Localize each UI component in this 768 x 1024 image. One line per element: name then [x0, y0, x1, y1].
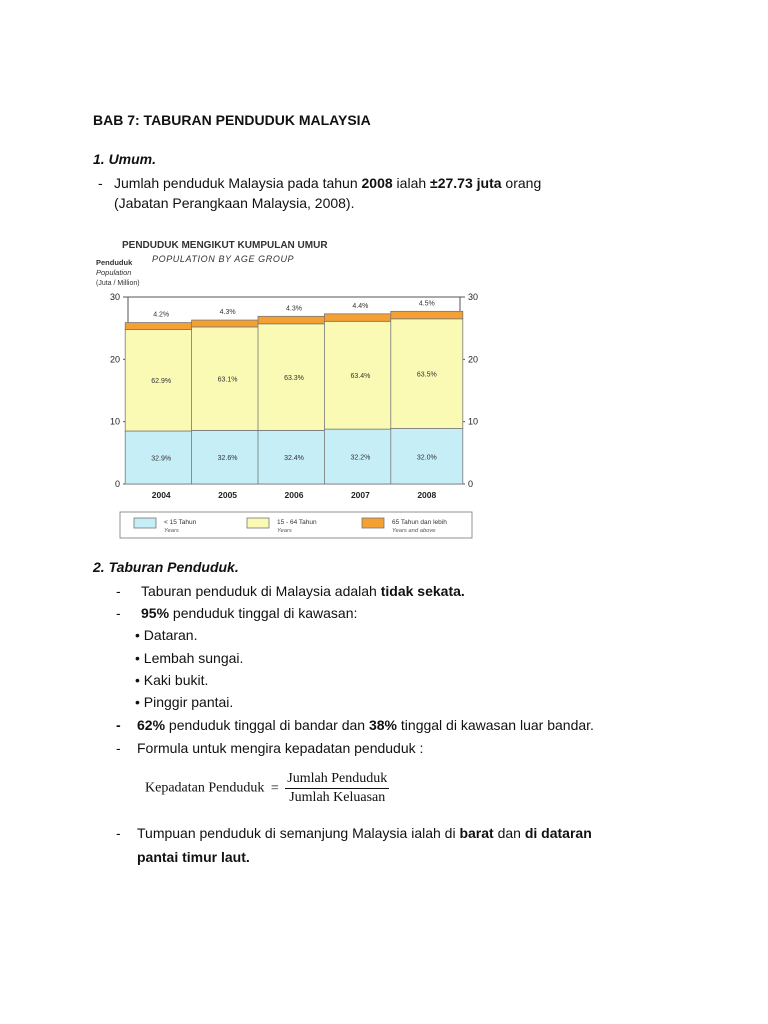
y-tick-label: 10	[468, 416, 479, 427]
x-tick-label: 2007	[350, 490, 370, 500]
line-text: Jumlah penduduk Malaysia pada tahun	[114, 175, 362, 191]
dash: -	[116, 717, 121, 733]
section-2-item-5	[137, 823, 592, 843]
section-2-item-1	[141, 581, 465, 601]
sub-item: • Kaki bukit.	[135, 672, 209, 688]
dash: -	[116, 605, 121, 621]
y-tick-label: 10	[109, 416, 120, 427]
y-tick-label: 20	[468, 354, 479, 365]
data-label: 4.4%	[352, 302, 369, 310]
emphasis: barat	[459, 825, 494, 841]
bar-segment	[324, 314, 396, 321]
line-text: Tumpuan penduduk di semanjung Malaysia ialah di	[137, 825, 460, 841]
formula-fraction	[285, 771, 389, 806]
dash: -	[116, 740, 121, 756]
data-label: 4.5%	[418, 300, 435, 308]
y-tick-label: 30	[109, 292, 120, 302]
x-tick-label: 2005	[218, 490, 238, 500]
line-text: penduduk tinggal di bandar dan	[165, 717, 369, 733]
data-label: 63.3%	[284, 375, 304, 383]
density-formula	[145, 771, 389, 806]
line-text: Taburan penduduk di Malaysia adalah	[141, 583, 381, 599]
section-2-item-5-line-2	[137, 847, 250, 867]
sub-item: • Pinggir pantai.	[135, 694, 234, 710]
legend-label: < 15 Tahun	[164, 519, 197, 526]
data-label: 4.3%	[219, 309, 236, 317]
formula-equals: =	[270, 780, 279, 796]
bar-segment	[192, 320, 264, 327]
emphasis: di dataran	[524, 825, 592, 841]
sub-item: • Lembah sungai.	[135, 650, 244, 666]
sub-item: • Dataran.	[135, 627, 198, 643]
legend-sublabel: Years and above	[392, 528, 436, 534]
legend-sublabel: Years	[277, 528, 292, 534]
section-1-line-1	[114, 173, 541, 193]
data-label: 63.4%	[350, 373, 371, 381]
y-tick-label: 0	[114, 479, 120, 489]
dash: -	[116, 583, 121, 599]
chart-subtitle: POPULATION BY AGE GROUP	[152, 254, 295, 264]
bar-segment	[258, 316, 330, 323]
section-2-heading: 2. Taburan Penduduk.	[93, 559, 239, 575]
emphasis: tidak sekata.	[380, 583, 465, 599]
line-text: ialah	[392, 175, 431, 191]
emphasis: 95%	[141, 605, 170, 621]
section-2-item-2	[141, 603, 357, 623]
bar-segment	[125, 323, 197, 330]
data-label: 63.5%	[416, 371, 437, 379]
population-chart	[92, 232, 482, 542]
legend-sublabel: Years	[164, 528, 179, 534]
legend-label: 15 - 64 Tahun	[277, 519, 317, 526]
data-label: 32.9%	[151, 455, 172, 463]
formula-numerator: Jumlah Penduduk	[285, 771, 389, 789]
y-label-line-2: Population	[96, 268, 132, 277]
line-text: penduduk tinggal di kawasan:	[169, 605, 358, 621]
y-label-line-3: (Juta / Million)	[96, 280, 140, 287]
line-text: orang	[501, 175, 542, 191]
bar-segment	[391, 311, 463, 318]
data-label: 32.6%	[217, 455, 238, 463]
legend-swatch	[134, 518, 156, 528]
dash: -	[116, 825, 121, 841]
section-2-item-3	[137, 715, 594, 735]
emphasis: 62%	[137, 717, 166, 733]
legend-label: 65 Tahun dan lebih	[392, 519, 447, 526]
section-1-heading: 1. Umum.	[93, 151, 157, 167]
y-label-line-1: Penduduk	[96, 258, 133, 267]
data-label: 32.2%	[350, 454, 371, 462]
page-title: BAB 7: TABURAN PENDUDUK MALAYSIA	[93, 112, 371, 128]
data-label: 4.3%	[286, 305, 302, 313]
emphasis: pantai timur laut.	[137, 849, 250, 865]
data-label: 4.2%	[153, 311, 170, 319]
section-1-dash: -	[98, 175, 103, 191]
x-tick-label: 2006	[284, 490, 304, 500]
y-tick-label: 20	[109, 354, 120, 365]
data-label: 63.1%	[217, 376, 238, 384]
section-2-item-4: Formula untuk mengira kepadatan penduduk :	[137, 740, 424, 756]
data-label: 62.9%	[151, 378, 172, 386]
line-text: dan	[493, 825, 525, 841]
legend-swatch	[247, 518, 269, 528]
population-year: 2008	[361, 175, 393, 191]
data-label: 32.0%	[416, 454, 437, 462]
chart-title: PENDUDUK MENGIKUT KUMPULAN UMUR	[122, 240, 328, 251]
y-tick-label: 30	[468, 292, 479, 302]
line-text: tinggal di kawasan luar bandar.	[397, 717, 594, 733]
formula-denominator: Jumlah Keluasan	[289, 790, 386, 805]
formula-lhs: Kepadatan Penduduk	[145, 780, 265, 796]
y-tick-label: 0	[468, 479, 474, 489]
x-tick-label: 2008	[417, 490, 437, 500]
emphasis: 38%	[368, 717, 398, 733]
population-value: ±27.73 juta	[430, 175, 502, 191]
data-label: 32.4%	[284, 455, 304, 463]
chart-svg	[92, 232, 482, 542]
section-1-line-2: (Jabatan Perangkaan Malaysia, 2008).	[114, 195, 355, 211]
x-tick-label: 2004	[151, 490, 171, 500]
legend-swatch	[362, 518, 384, 528]
